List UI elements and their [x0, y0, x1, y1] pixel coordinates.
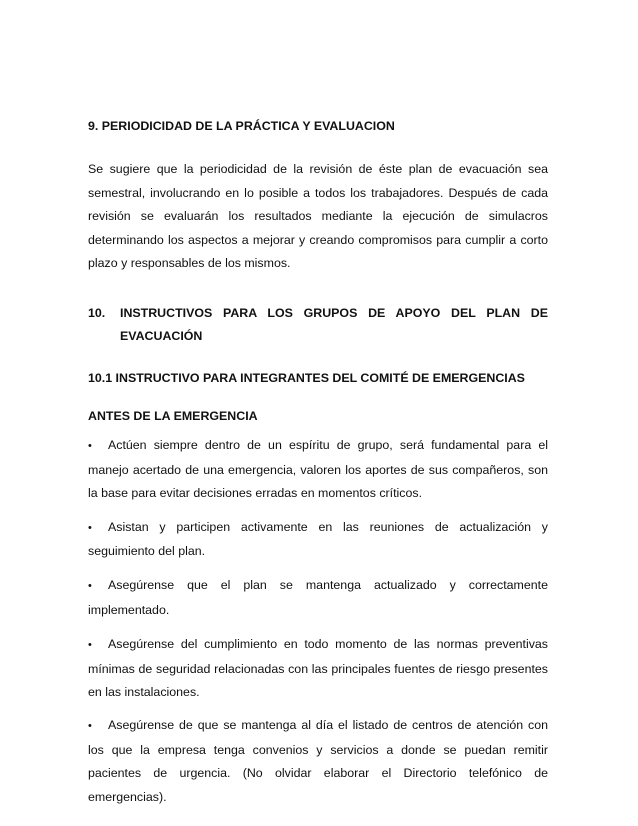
document-page: [88, 116, 548, 817]
bullet-item: [88, 574, 548, 622]
bullet-item: [88, 633, 548, 705]
antes-emergencia-subheading: ANTES DE LA EMERGENCIA: [88, 408, 258, 423]
bullet-item: [88, 714, 548, 809]
section-10-heading: [88, 302, 548, 349]
section-9-heading: 9. PERIODICIDAD DE LA PRÁCTICA Y EVALUACION: [88, 119, 395, 133]
section-10-number: 10.: [88, 305, 106, 320]
bullet-icon: •: [88, 439, 92, 452]
section-9-paragraph: Se sugiere que la periodicidad de la revisión de éste plan de evacuación sea semestral, involucrando en lo posible a todos los trabajadores. Después de cada revisión se evaluarán los resultados mediante la ejecución de simulacros determinando los aspectos a mejorar y creando compromisos para cumplir a corto plazo y responsables de los mismos.: [88, 162, 548, 271]
section-10-title: INSTRUCTIVOS PARA LOS GRUPOS DE APOYO DEL PLAN DE EVACUACIÓN: [120, 305, 548, 344]
bullet-icon: •: [88, 521, 92, 534]
bullet-icon: •: [88, 639, 92, 652]
bullet-icon: •: [88, 719, 92, 732]
bullet-text: Asegúrense del cumplimiento en todo momento de las normas preventivas mínimas de seguridad relacionadas con las principales fuentes de riesgo presentes en las instalaciones.: [88, 637, 548, 700]
bullet-text: Asegúrense que el plan se mantenga actualizado y correctamente implementado.: [88, 577, 548, 617]
bullet-text: Asegúrense de que se mantenga al día el listado de centros de atención con los que la empresa tenga convenios y servicios a donde se puedan remitir pacientes de urgencia. (No olvidar elaborar el Directorio telefónico de emergencias).: [88, 717, 548, 804]
section-10-1-heading: 10.1 INSTRUCTIVO PARA INTEGRANTES DEL COMITÉ DE EMERGENCIAS: [88, 370, 525, 385]
bullet-item: [88, 434, 548, 506]
bullet-item: [88, 516, 548, 564]
bullet-text: Asistan y participen activamente en las reuniones de actualización y seguimiento del plan.: [88, 519, 548, 559]
bullet-text: Actúen siempre dentro de un espíritu de grupo, será fundamental para el manejo acertado de una emergencia, valoren los aportes de sus compañeros, son la base para evitar decisiones erradas en momentos críticos.: [88, 437, 548, 501]
bullet-icon: •: [88, 579, 92, 592]
